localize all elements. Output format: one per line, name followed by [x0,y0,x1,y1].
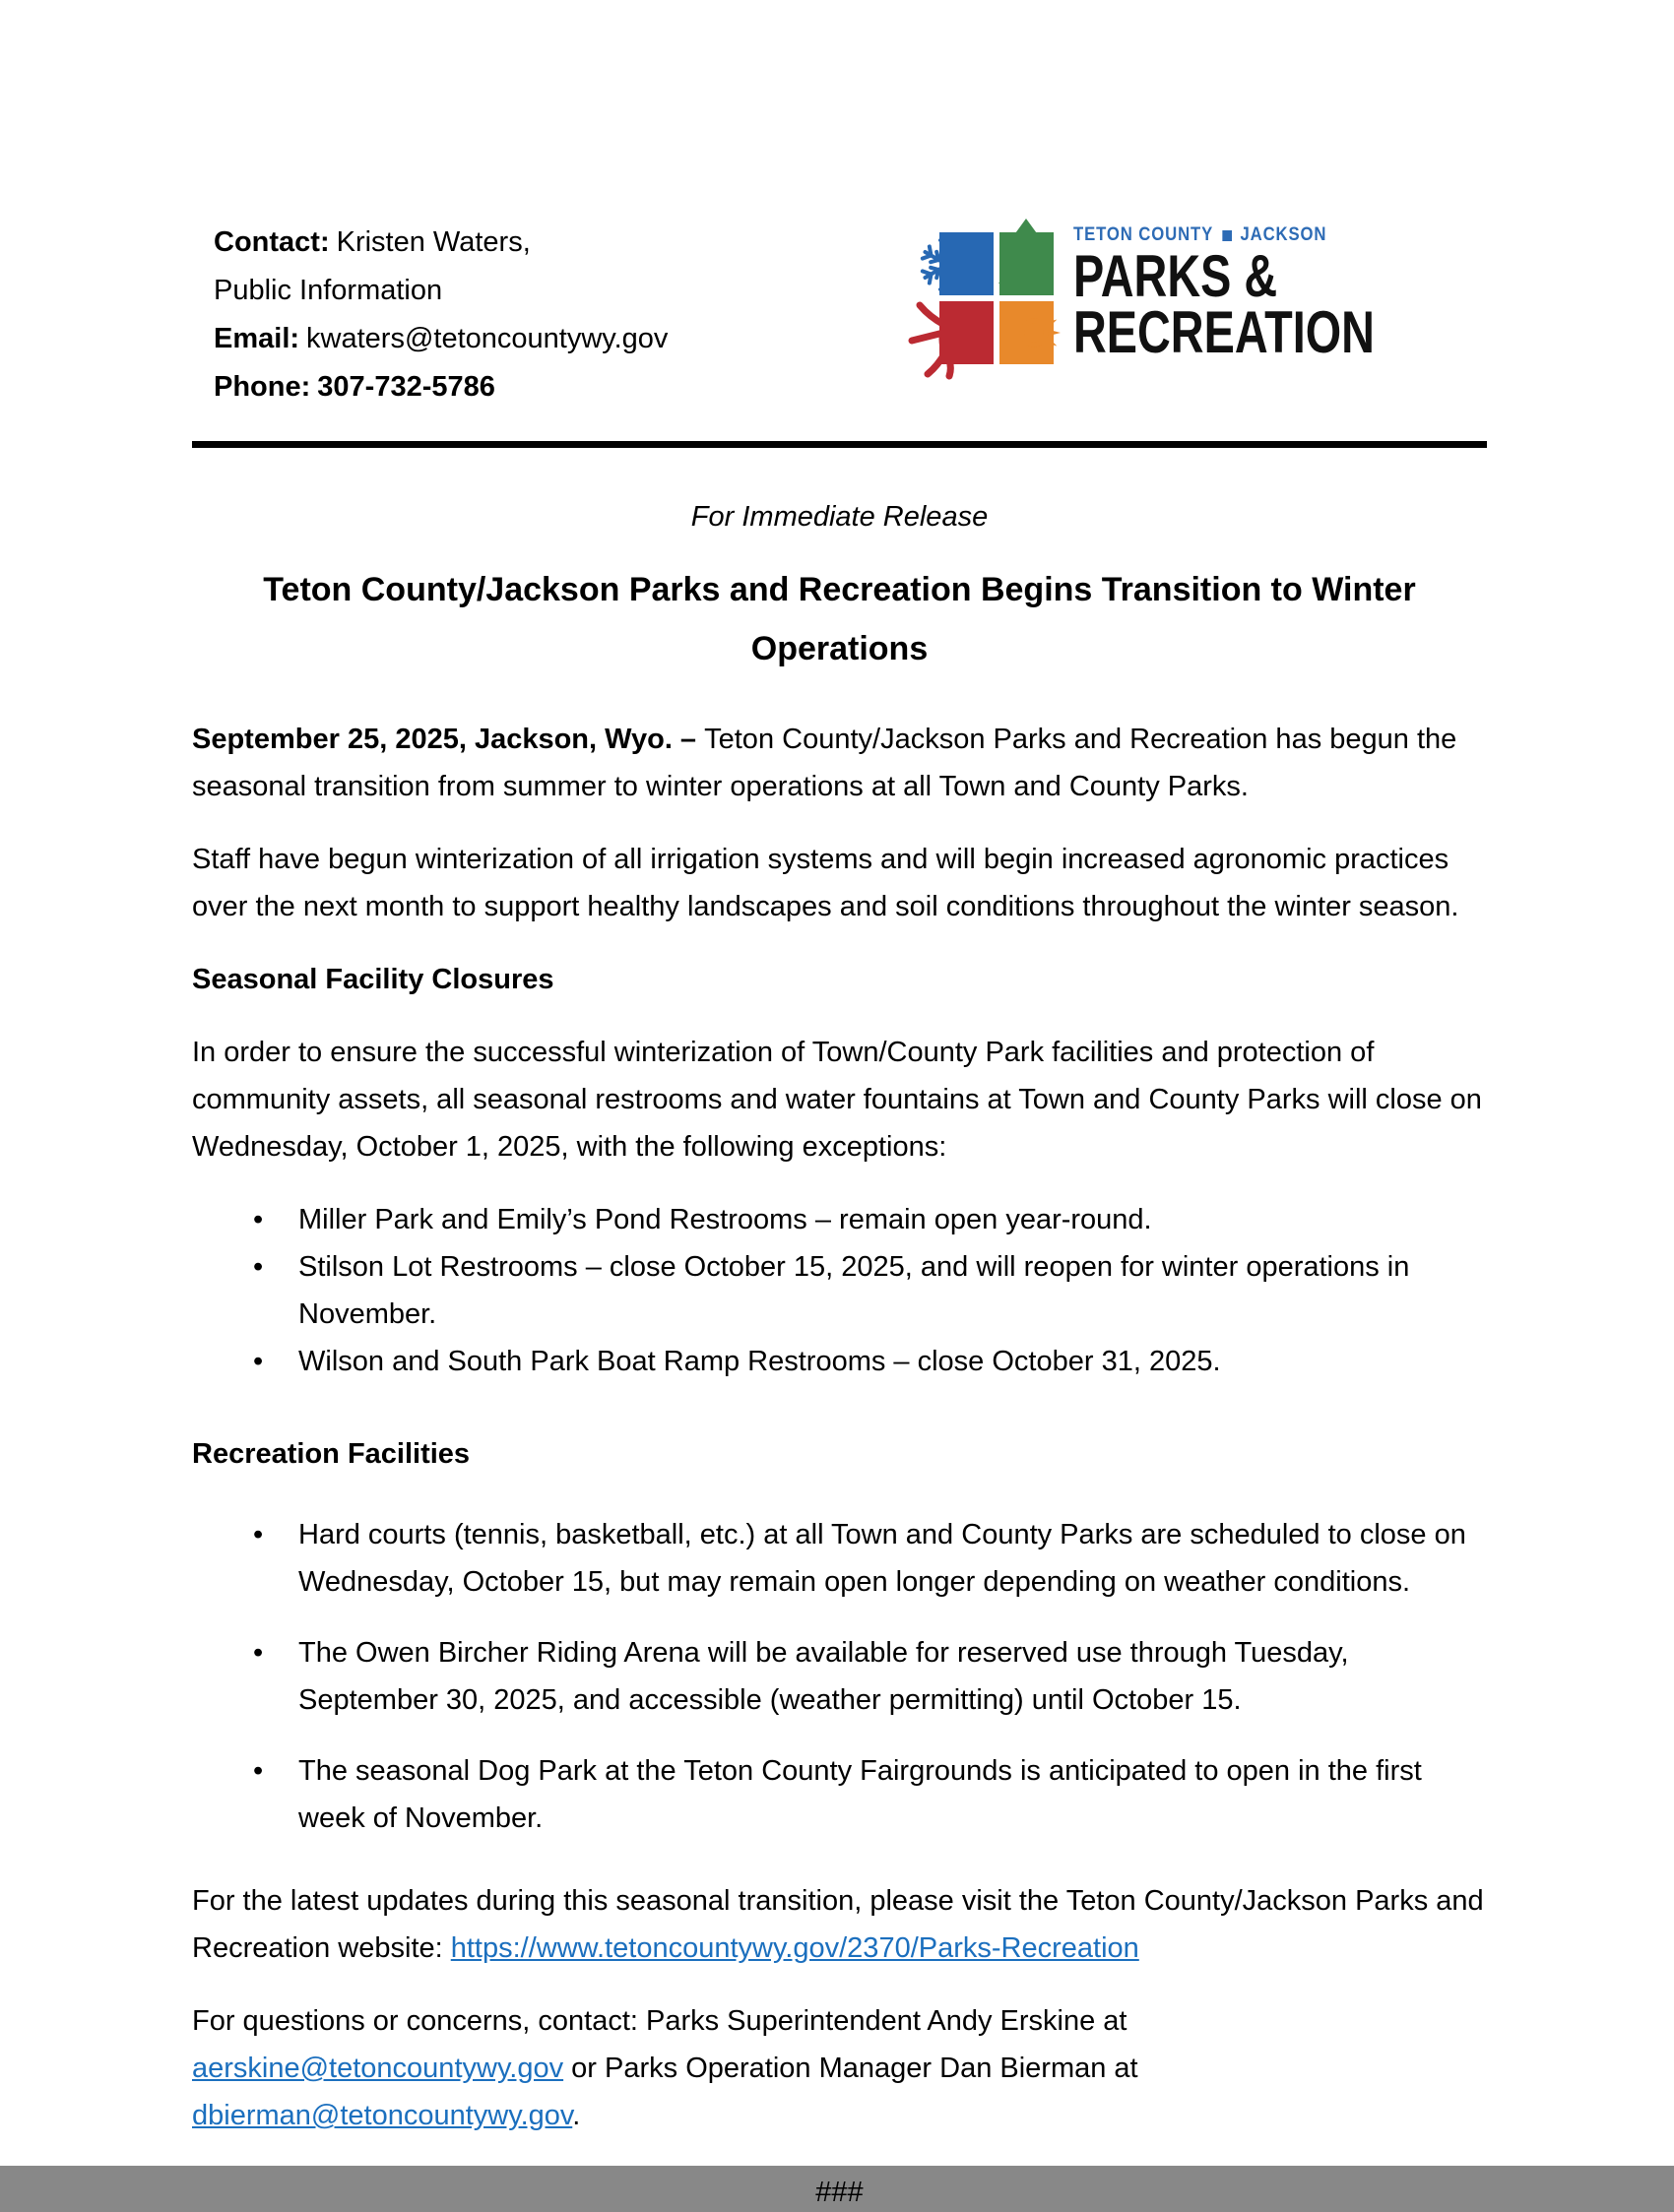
document-header [192,219,1487,411]
winterization-paragraph: Staff have begun winterization of all irrigation systems and will begin increased agronomic practices over the next month to support healthy landscapes and soil conditions throughout the winter season. [192,844,1459,922]
logo-city: JACKSON [1240,224,1327,245]
contact-line [214,219,668,267]
release-notice: For Immediate Release [690,501,989,533]
header-divider [192,441,1487,448]
questions-text-3: . [572,2100,581,2131]
erskine-email-link[interactable]: aerskine@tetoncountywy.gov [192,2053,564,2084]
intro-paragraph [192,716,1487,810]
dateline: September 25, 2025, Jackson, Wyo. – [192,724,705,755]
logo-title-line2: RECREATION [1072,299,1375,365]
contact-dept: Public Information [214,275,443,306]
contact-label: Contact: [214,226,330,258]
recreation-square [939,301,994,364]
logo-county: TETON COUNTY [1072,224,1213,245]
contact-phone-line [214,363,668,411]
list-item: • The seasonal Dog Park at the Teton County Fairgrounds is anticipated to open in the first week of November. [298,1747,1487,1842]
headline: Teton County/Jackson Parks and Recreation Begins Transition to Winter Operations [263,571,1416,667]
end-mark: ### [815,2177,864,2208]
winter-square [939,232,994,295]
parks-recreation-logo [908,221,1459,388]
updates-text: For the latest updates during this seasonal transition, please visit the Teton County/Jackson Parks and Recreation website: [192,1885,1484,1964]
contact-email-line [214,315,668,363]
list-item: • Stilson Lot Restrooms – close October 15, 2025, and will reopen for winter operations in November. [298,1243,1487,1338]
list-item: • Hard courts (tennis, basketball, etc.) at all Town and County Parks are scheduled to close on Wednesday, October 15, but may remain open longer depending on weather conditions. [298,1511,1487,1606]
phone-value: 307-732-5786 [317,371,495,403]
page-content [192,219,1487,2212]
list-item: • Wilson and South Park Boat Ramp Restrooms – close October 31, 2025. [298,1338,1487,1385]
closures-heading: Seasonal Facility Closures [192,964,554,995]
contact-name: Kristen Waters, [336,226,531,258]
summer-square [999,232,1054,295]
logo-title-line1: PARKS & [1072,243,1277,309]
logo-text [1072,221,1459,365]
square-separator-icon [1222,230,1232,241]
contact-block [192,219,668,411]
logo-seasons-icon [908,221,1063,388]
body-text [192,716,1487,2212]
parks-recreation-website-link[interactable]: https://www.tetoncountywy.gov/2370/Parks-Recreation [450,1932,1139,1964]
closures-list [192,1196,1487,1385]
recreation-heading: Recreation Facilities [192,1438,471,1470]
email-label: Email: [214,323,300,354]
intro-text: Teton County/Jackson Parks and Recreation has begun the seasonal transition from summer to winter operations at all Town and County Parks. [192,724,1457,802]
questions-paragraph [192,1997,1487,2139]
bierman-email-link[interactable]: dbierman@tetoncountywy.gov [192,2100,573,2131]
questions-text-2: or Parks Operation Manager Dan Bierman at [563,2053,1138,2084]
questions-text-1: For questions or concerns, contact: Parks Superintendent Andy Erskine at [192,2005,1127,2037]
closures-intro-paragraph: In order to ensure the successful winterization of Town/County Park facilities and protection of community assets, all seasonal restrooms and water fountains at Town and County Parks will close on Wednesday, October 1, 2025, with the following exceptions: [192,1037,1482,1163]
email-value: kwaters@tetoncountywy.gov [306,323,669,354]
recreation-list [192,1511,1487,1842]
phone-label: Phone: [214,371,311,403]
list-item: • Miller Park and Emily’s Pond Restrooms – remain open year-round. [298,1196,1487,1243]
updates-paragraph [192,1877,1487,1972]
list-item: • The Owen Bircher Riding Arena will be available for reserved use through Tuesday, September 30, 2025, and accessible (weather permitting) until October 15. [298,1629,1487,1724]
